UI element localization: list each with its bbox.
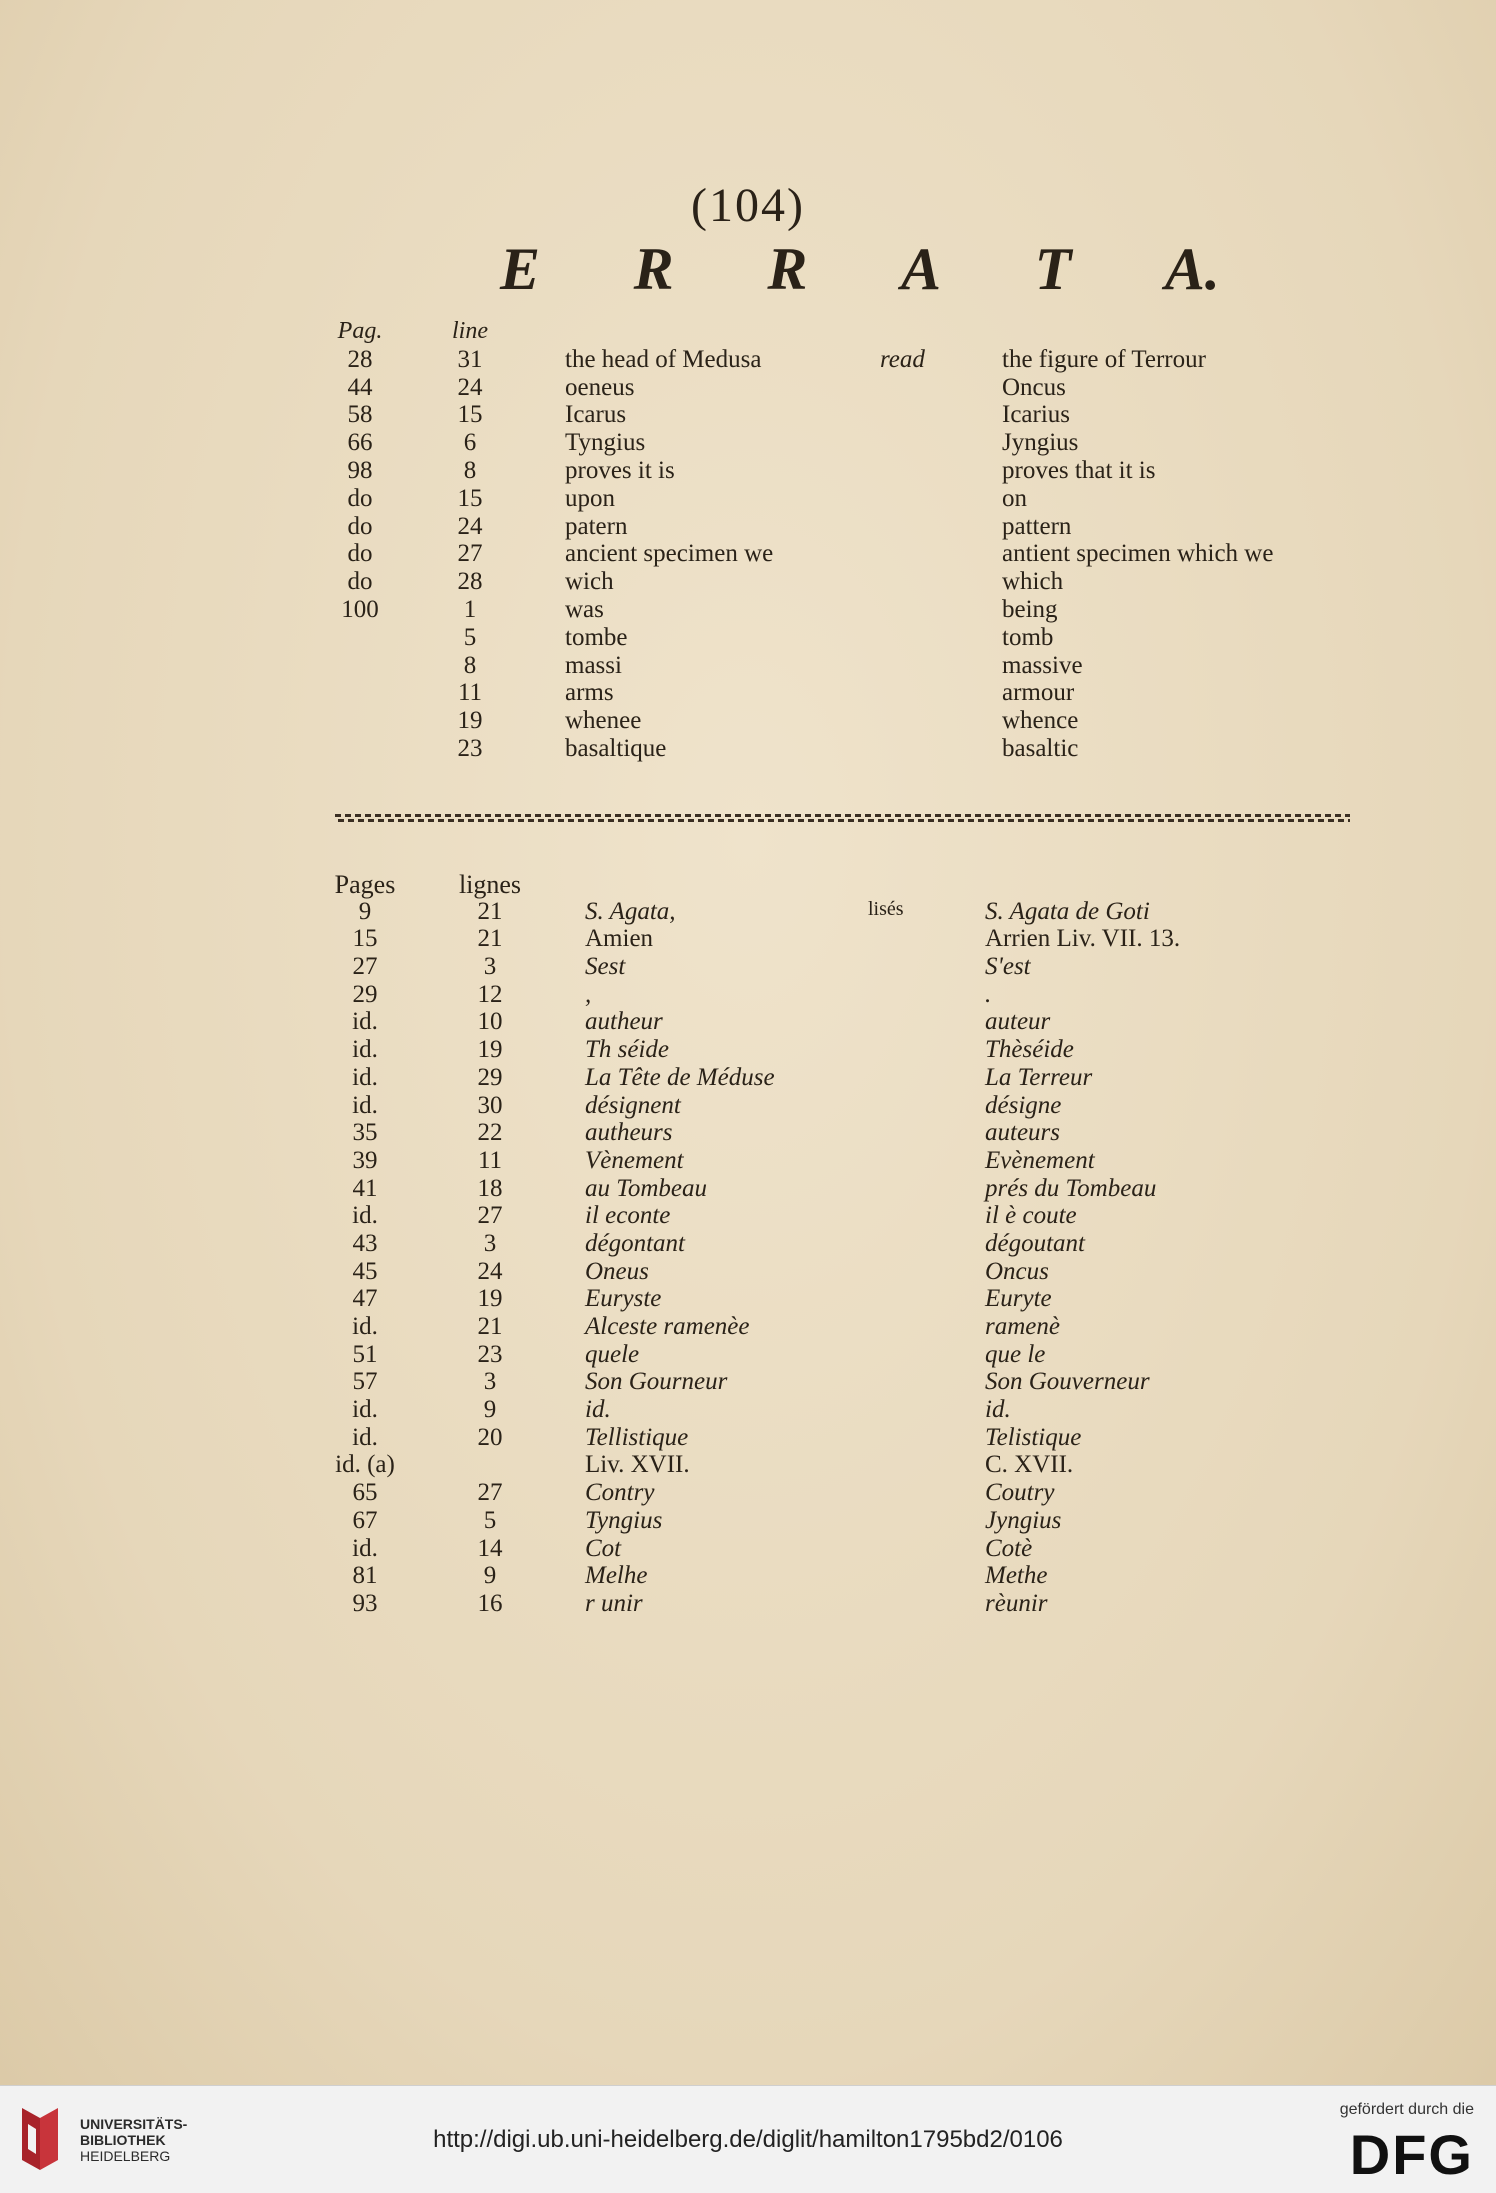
corrected-text-cell: désigne <box>985 1091 1062 1119</box>
erroneous-text-cell: Sest <box>585 953 626 981</box>
page-cell: 58 <box>347 401 373 429</box>
title-letter: R <box>767 236 808 302</box>
page-cell: 35 <box>352 1119 378 1147</box>
column-header-pages: Pages <box>334 870 396 899</box>
erroneous-text-cell: dégontant <box>585 1229 685 1257</box>
erroneous-text-cell: proves it is <box>565 456 675 484</box>
corrected-text-cell: Methe <box>985 1562 1048 1590</box>
errata-row <box>0 624 1496 652</box>
errata-row <box>0 1202 1496 1230</box>
errata-row <box>0 652 1496 680</box>
errata-row <box>0 457 1496 485</box>
line-cell: 21 <box>477 925 503 953</box>
erroneous-text-cell: ancient specimen we <box>565 540 774 568</box>
corrected-text-cell: La Terreur <box>985 1063 1093 1091</box>
line-cell: 15 <box>457 484 483 512</box>
line-cell: 1 <box>463 595 477 623</box>
page-cell: id. <box>352 1534 378 1562</box>
corrected-text-cell: prés du Tombeau <box>985 1174 1157 1202</box>
errata-heading <box>500 235 1220 304</box>
corrected-text-cell: antient specimen which we <box>1002 540 1274 568</box>
errata-row <box>0 898 1496 926</box>
page-cell: 27 <box>352 953 378 981</box>
title-letter: A <box>900 236 941 302</box>
line-cell: 21 <box>477 897 503 925</box>
errata-row <box>0 1535 1496 1563</box>
line-cell: 5 <box>463 623 477 651</box>
line-cell: 31 <box>457 345 483 373</box>
corrected-text-cell: Icarius <box>1002 401 1071 429</box>
page-cell: do <box>347 512 373 540</box>
page-number: (104) <box>691 179 805 232</box>
corrected-text-cell: Thèséide <box>985 1036 1074 1064</box>
line-cell: 23 <box>477 1340 503 1368</box>
errata-row <box>0 1258 1496 1286</box>
corrected-text-cell: S'est <box>985 953 1031 981</box>
errata-row <box>0 1036 1496 1064</box>
line-cell: 12 <box>477 980 503 1008</box>
corrected-text-cell: auteurs <box>985 1119 1060 1147</box>
corrected-text-cell: proves that it is <box>1002 456 1156 484</box>
page-cell: id. <box>352 1313 378 1340</box>
errata-row <box>0 1147 1496 1175</box>
corrected-text-cell: on <box>1002 484 1027 512</box>
erroneous-text-cell: whenee <box>565 707 642 735</box>
corrected-text-cell: whence <box>1002 707 1079 735</box>
funding-label: gefördert durch die <box>1339 2101 1474 2118</box>
page-cell: 43 <box>352 1229 378 1257</box>
line-cell: 27 <box>457 540 483 568</box>
erroneous-text-cell: autheurs <box>585 1119 673 1147</box>
erroneous-text-cell: Liv. XVII. <box>585 1451 690 1479</box>
errata-row <box>0 735 1496 763</box>
erroneous-text-cell: massi <box>565 651 622 679</box>
page-cell: do <box>347 484 373 512</box>
page-cell: id. (a) <box>335 1451 395 1479</box>
errata-row <box>0 1092 1496 1120</box>
line-cell: 29 <box>477 1063 503 1091</box>
corrected-text-cell: rèunir <box>985 1589 1048 1617</box>
line-cell: 27 <box>477 1202 503 1230</box>
errata-row <box>0 1562 1496 1590</box>
column-header-line: line <box>452 318 488 344</box>
corrected-text-cell: Coutry <box>985 1479 1055 1507</box>
line-cell: 30 <box>477 1091 503 1119</box>
ornamental-divider <box>335 812 1350 824</box>
page-cell: 98 <box>347 456 373 484</box>
title-letter: E <box>500 236 541 302</box>
erroneous-text-cell: , <box>585 980 592 1008</box>
corrected-text-cell: the figure of Terrour <box>1002 345 1206 373</box>
line-cell: 21 <box>477 1313 503 1340</box>
errata-row <box>0 1396 1496 1424</box>
errata-row <box>0 1285 1496 1313</box>
page-cell: 9 <box>358 897 372 925</box>
page-cell: do <box>347 568 373 596</box>
line-cell: 27 <box>477 1479 503 1507</box>
corrected-text-cell: Jyngius <box>985 1506 1062 1534</box>
corrected-text-cell: Telistique <box>985 1423 1082 1451</box>
page-cell: 100 <box>341 595 379 623</box>
errata-table-english <box>0 318 1496 763</box>
line-cell: 16 <box>477 1589 503 1617</box>
page-cell: 28 <box>347 345 373 373</box>
errata-row <box>0 513 1496 541</box>
page-cell: 47 <box>352 1285 378 1313</box>
read-marker-cell: lisés <box>868 897 904 920</box>
page-cell: 29 <box>352 980 378 1008</box>
page-cell: id. <box>352 1396 378 1424</box>
table-header-row <box>0 870 1496 898</box>
errata-row <box>0 1341 1496 1369</box>
line-cell: 3 <box>483 953 497 981</box>
corrected-text-cell: being <box>1002 595 1058 623</box>
erroneous-text-cell: S. Agata, <box>585 897 676 925</box>
errata-row <box>0 596 1496 624</box>
page-cell: id. <box>352 1091 378 1119</box>
erroneous-text-cell: upon <box>565 484 615 512</box>
erroneous-text-cell: oeneus <box>565 373 635 401</box>
erroneous-text-cell: au Tombeau <box>585 1174 708 1202</box>
corrected-text-cell: dégoutant <box>985 1229 1085 1257</box>
errata-row <box>0 429 1496 457</box>
corrected-text-cell: basaltic <box>1002 734 1079 762</box>
line-cell: 19 <box>457 707 483 735</box>
page-cell: 65 <box>352 1479 378 1507</box>
errata-row <box>0 1064 1496 1092</box>
dfg-logo: DFG <box>1349 2123 1474 2186</box>
page-cell: 41 <box>352 1174 378 1202</box>
erroneous-text-cell: arms <box>565 679 614 707</box>
corrected-text-cell: auteur <box>985 1008 1051 1036</box>
errata-row <box>0 1008 1496 1036</box>
uni-name-line: UNIVERSITÄTS- <box>80 2116 188 2132</box>
errata-row <box>0 679 1496 707</box>
corrected-text-cell: Euryte <box>985 1285 1052 1313</box>
page-cell: 39 <box>352 1146 378 1174</box>
erroneous-text-cell: autheur <box>585 1008 663 1036</box>
erroneous-text-cell: the head of Medusa <box>565 345 762 373</box>
erroneous-text-cell: quele <box>585 1340 640 1368</box>
errata-row <box>0 981 1496 1009</box>
errata-row <box>0 1230 1496 1258</box>
line-cell: 10 <box>477 1008 503 1036</box>
line-cell: 6 <box>463 429 477 457</box>
errata-row <box>0 953 1496 981</box>
page-cell: id. <box>352 1063 378 1091</box>
line-cell: 19 <box>477 1285 503 1313</box>
errata-row <box>0 1368 1496 1396</box>
line-cell: 20 <box>477 1423 503 1451</box>
erroneous-text-cell: Icarus <box>565 401 627 429</box>
page-cell: 45 <box>352 1257 378 1285</box>
table-header-row <box>0 318 1496 346</box>
errata-row <box>0 374 1496 402</box>
erroneous-text-cell: Tyngius <box>565 429 646 457</box>
errata-row <box>0 485 1496 513</box>
errata-row <box>0 401 1496 429</box>
erroneous-text-cell: was <box>565 595 604 623</box>
corrected-text-cell: Evènement <box>985 1146 1095 1174</box>
corrected-text-cell: C. XVII. <box>985 1451 1074 1479</box>
line-cell: 28 <box>457 568 483 596</box>
erroneous-text-cell: Alceste ramenèe <box>585 1313 750 1340</box>
corrected-text-cell: ramenè <box>985 1313 1060 1340</box>
corrected-text-cell: which <box>1002 568 1064 596</box>
column-header-lignes: lignes <box>458 870 522 899</box>
line-cell: 23 <box>457 734 483 762</box>
line-cell: 9 <box>483 1562 497 1590</box>
corrected-text-cell: Jyngius <box>1002 429 1079 457</box>
corrected-text-cell: il è coute <box>985 1202 1077 1230</box>
erroneous-text-cell: r unir <box>585 1589 643 1617</box>
line-cell: 5 <box>483 1506 497 1534</box>
read-marker-cell: read <box>880 345 925 373</box>
page-cell: id. <box>352 1036 378 1064</box>
line-cell: 11 <box>457 679 483 707</box>
errata-row <box>0 1313 1496 1341</box>
page-cell: 57 <box>352 1368 378 1396</box>
erroneous-text-cell: tombe <box>565 623 628 651</box>
corrected-text-cell: Oncus <box>1002 373 1066 401</box>
title-letter: A. <box>1164 236 1220 302</box>
corrected-text-cell: armour <box>1002 679 1075 707</box>
line-cell: 8 <box>463 651 477 679</box>
uni-name-line: HEIDELBERG <box>80 2148 171 2164</box>
corrected-text-cell: massive <box>1002 651 1083 679</box>
line-cell: 9 <box>483 1396 497 1424</box>
corrected-text-cell: S. Agata de Goti <box>985 897 1150 925</box>
page-cell: 66 <box>347 429 373 457</box>
errata-row <box>0 1590 1496 1618</box>
errata-row <box>0 707 1496 735</box>
line-cell: 14 <box>477 1534 503 1562</box>
erroneous-text-cell: La Tête de Méduse <box>585 1063 775 1091</box>
line-cell: 11 <box>477 1146 503 1174</box>
page-cell: id. <box>352 1423 378 1451</box>
corrected-text-cell: Arrien Liv. VII. 13. <box>985 925 1181 953</box>
page-cell: 67 <box>352 1506 378 1534</box>
title-letter: R <box>633 236 674 302</box>
corrected-text-cell: Cotè <box>985 1534 1033 1562</box>
erroneous-text-cell: Oneus <box>585 1257 649 1285</box>
erroneous-text-cell: Tyngius <box>585 1506 663 1534</box>
erroneous-text-cell: Tellistique <box>585 1423 689 1451</box>
erroneous-text-cell: patern <box>565 512 628 540</box>
errata-row <box>0 1507 1496 1535</box>
title-letter: T <box>1034 236 1072 302</box>
erroneous-text-cell: Th séide <box>585 1036 670 1064</box>
page-cell: 81 <box>352 1562 378 1590</box>
page-cell: 44 <box>347 373 373 401</box>
erroneous-text-cell: Contry <box>585 1479 655 1507</box>
line-cell: 3 <box>483 1229 497 1257</box>
line-cell: 24 <box>457 373 483 401</box>
errata-row <box>0 1451 1496 1479</box>
line-cell: 15 <box>457 401 483 429</box>
corrected-text-cell: pattern <box>1002 512 1072 540</box>
corrected-text-cell: que le <box>985 1340 1046 1368</box>
page-cell: 93 <box>352 1589 378 1617</box>
erroneous-text-cell: Euryste <box>585 1285 662 1313</box>
errata-row <box>0 1175 1496 1203</box>
erroneous-text-cell: Son Gourneur <box>585 1368 728 1396</box>
errata-row <box>0 1479 1496 1507</box>
page-cell: do <box>347 540 373 568</box>
erroneous-text-cell: désignent <box>585 1091 681 1119</box>
line-cell: 3 <box>483 1368 497 1396</box>
page-cell: 51 <box>352 1340 378 1368</box>
line-cell: 8 <box>463 456 477 484</box>
line-cell: 22 <box>477 1119 503 1147</box>
uni-name-line: BIBLIOTHEK <box>80 2132 166 2148</box>
erroneous-text-cell: wich <box>565 568 614 596</box>
errata-row <box>0 568 1496 596</box>
errata-row <box>0 346 1496 374</box>
corrected-text-cell: Son Gouverneur <box>985 1368 1150 1396</box>
line-cell: 24 <box>477 1257 503 1285</box>
erroneous-text-cell: Melhe <box>585 1562 648 1590</box>
errata-row <box>0 1424 1496 1452</box>
page-cell: id. <box>352 1202 378 1230</box>
corrected-text-cell: Oncus <box>985 1257 1049 1285</box>
errata-table-french <box>0 870 1496 1618</box>
line-cell: 18 <box>477 1174 503 1202</box>
errata-row <box>0 540 1496 568</box>
erroneous-text-cell: Cot <box>585 1534 622 1562</box>
line-cell: 24 <box>457 512 483 540</box>
line-cell: 19 <box>477 1036 503 1064</box>
page-cell: 15 <box>352 925 378 953</box>
erroneous-text-cell: basaltique <box>565 734 667 762</box>
viewer-footer <box>0 2085 1496 2193</box>
page-cell: id. <box>352 1008 378 1036</box>
document-url-link[interactable]: http://digi.ub.uni-heidelberg.de/diglit/hamilton1795bd2/0106 <box>433 2126 1063 2153</box>
erroneous-text-cell: Vènement <box>585 1146 684 1174</box>
erroneous-text-cell: Amien <box>585 925 654 953</box>
column-header-page: Pag. <box>337 318 383 344</box>
erroneous-text-cell: il econte <box>585 1202 671 1230</box>
errata-row <box>0 925 1496 953</box>
corrected-text-cell: . <box>985 980 992 1008</box>
erroneous-text-cell: id. <box>585 1396 611 1424</box>
errata-row <box>0 1119 1496 1147</box>
corrected-text-cell: tomb <box>1002 623 1054 651</box>
corrected-text-cell: id. <box>985 1396 1011 1424</box>
